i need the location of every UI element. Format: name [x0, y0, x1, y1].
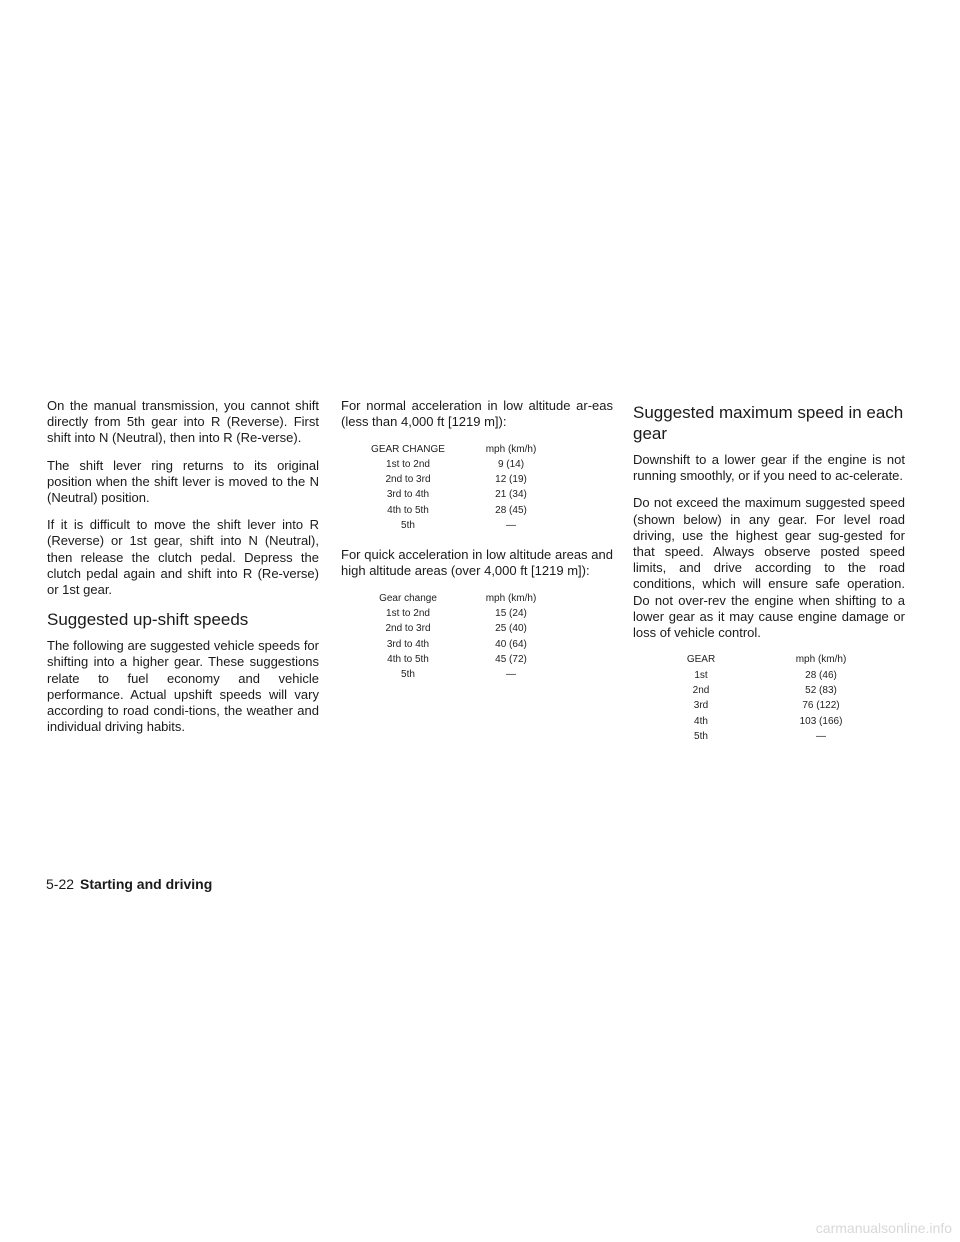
- speed-cell: —: [816, 730, 826, 742]
- gear-cell: 2nd to 3rd: [385, 474, 431, 486]
- table-row: [357, 667, 563, 682]
- table-row: [651, 683, 891, 698]
- gear-cell: 3rd to 4th: [386, 638, 430, 650]
- table-row: [357, 652, 563, 667]
- table-row: [651, 713, 891, 728]
- speed-cell: 28 (46): [805, 669, 837, 681]
- column-header-speed: mph (km/h): [485, 592, 537, 604]
- gear-cell: 3rd to 4th: [386, 489, 430, 501]
- gear-cell: 1st: [694, 669, 708, 681]
- speed-cell: 12 (19): [495, 474, 527, 486]
- column-right: [633, 398, 905, 758]
- table-row: [357, 503, 563, 518]
- speed-cell: 25 (40): [495, 623, 527, 635]
- speed-cell: 103 (166): [799, 715, 843, 727]
- gear-cell: 4th to 5th: [387, 653, 429, 665]
- speed-cell: 28 (45): [495, 504, 527, 516]
- gear-cell: 4th to 5th: [387, 504, 429, 516]
- paragraph-shift-ring: The shift lever ring returns to its original position when the shift lever is moved to the N (Neutral) position.: [47, 457, 319, 506]
- paragraph-upshift-intro: The following are suggested vehicle speeds for shifting into a higher gear. These suggestions relate to fuel economy and vehicle performance. Actual upshift speeds will vary according to road condi-tions, the weather and individual driving habits.: [47, 638, 319, 735]
- table-row: [357, 518, 563, 533]
- table-row: [357, 487, 563, 502]
- table-header-row: [357, 441, 563, 456]
- column-left: [47, 398, 319, 746]
- gear-cell: 2nd to 3rd: [385, 623, 431, 635]
- speed-cell: 15 (24): [495, 608, 527, 620]
- gear-cell: 5th: [401, 520, 415, 532]
- paragraph-normal-acceleration: For normal acceleration in low altitude ar-eas (less than 4,000 ft [1219 m]):: [341, 398, 613, 430]
- table-header-row: [651, 652, 891, 667]
- table-row: [357, 472, 563, 487]
- paragraph-quick-acceleration: For quick acceleration in low altitude areas and high altitude areas (over 4,000 ft [1219 m]):: [341, 547, 613, 579]
- gear-cell: 3rd: [693, 700, 709, 712]
- speed-cell: 52 (83): [805, 684, 837, 696]
- table-normal-acceleration: [357, 441, 563, 533]
- gear-cell: 1st to 2nd: [386, 458, 430, 470]
- column-header-speed: mph (km/h): [485, 443, 537, 455]
- column-header-gear-change: Gear change: [379, 592, 437, 604]
- gear-cell: 5th: [694, 730, 708, 742]
- table-header-row: [357, 591, 563, 606]
- table-quick-acceleration: [357, 591, 563, 683]
- table-maximum-speed: [651, 652, 891, 744]
- section-title: Starting and driving: [80, 876, 213, 892]
- table-row: [357, 457, 563, 472]
- heading-maximum-speed: Suggested maximum speed in each gear: [633, 403, 904, 443]
- gear-cell: 4th: [694, 715, 708, 727]
- table-row: [651, 668, 891, 683]
- column-header-speed: mph (km/h): [795, 654, 847, 666]
- paragraph-maximum-speed: Do not exceed the maximum suggested speed (shown below) in any gear. For level road driving, use the highest gear sug-gested for that speed. Always observe posted speed limits, and drive according to the road conditions, which will ensure safe operation. Do not over-rev the engine when shifting to a lower gear as it may cause engine damage or loss of vehicle control.: [633, 495, 905, 641]
- page-footer: [46, 876, 212, 892]
- speed-cell: 45 (72): [495, 653, 527, 665]
- paragraph-difficult-shift: If it is difficult to move the shift lever into R (Reverse) or 1st gear, shift into N (Neutral), then release the clutch pedal. Depress the clutch pedal again and shift into R (Re-verse) or 1st gear.: [47, 517, 319, 598]
- speed-cell: 21 (34): [495, 489, 527, 501]
- column-middle: [341, 398, 613, 696]
- table-row: [357, 636, 563, 651]
- speed-cell: 76 (122): [802, 700, 840, 712]
- gear-cell: 5th: [401, 669, 415, 681]
- gear-cell: 2nd: [692, 684, 710, 696]
- table-row: [357, 606, 563, 621]
- paragraph-downshift: Downshift to a lower gear if the engine is not running smoothly, or if you need to ac-celerate.: [633, 452, 905, 484]
- table-row: [357, 621, 563, 636]
- speed-cell: —: [506, 520, 516, 532]
- column-header-gear: GEAR: [686, 654, 716, 666]
- page-number: 5-22: [46, 876, 75, 892]
- table-row: [651, 698, 891, 713]
- column-header-gear-change: GEAR CHANGE: [371, 443, 445, 455]
- gear-cell: 1st to 2nd: [386, 608, 430, 620]
- speed-cell: —: [506, 669, 516, 681]
- watermark: carmanualsonline.info: [815, 1220, 952, 1236]
- speed-cell: 9 (14): [497, 458, 525, 470]
- table-row: [651, 729, 891, 744]
- speed-cell: 40 (64): [495, 638, 527, 650]
- paragraph-reverse-shift: On the manual transmission, you cannot shift directly from 5th gear into R (Reverse). First shift into N (Neutral), then into R (Re-verse).: [47, 398, 319, 446]
- heading-upshift-speeds: Suggested up-shift speeds: [47, 610, 249, 630]
